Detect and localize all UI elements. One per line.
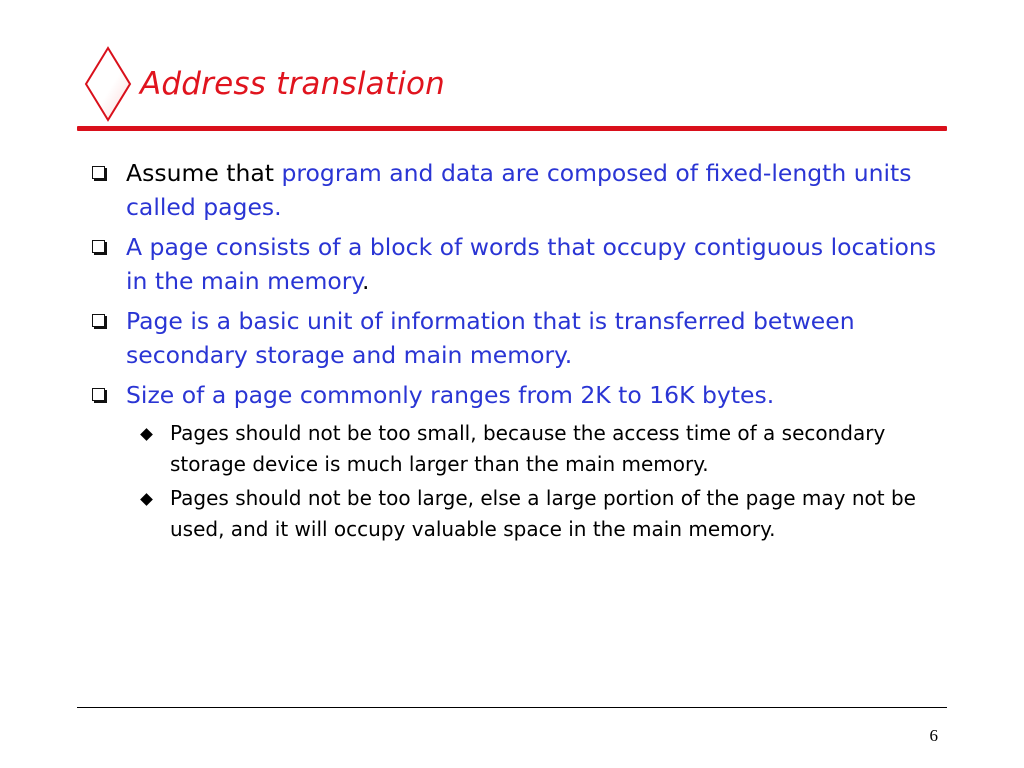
checkbox-bullet-icon — [92, 314, 105, 327]
checkbox-bullet-icon — [92, 388, 105, 401]
footer-divider — [77, 707, 947, 708]
sub-bullet-item — [128, 483, 948, 545]
bullet-item — [88, 230, 948, 298]
bullet-text: program and data are composed of fixed-length units called pages. — [126, 159, 912, 221]
title-divider — [77, 126, 947, 131]
bullet-lead-text: Assume that — [126, 159, 282, 187]
checkbox-bullet-icon — [92, 240, 105, 253]
bullet-trailing-period: . — [361, 267, 370, 295]
diamond-logo-icon — [84, 46, 132, 122]
slide-content — [88, 156, 948, 548]
bullet-item — [88, 378, 948, 412]
sub-bullet-text: Pages should not be too small, because the access time of a secondary storage device is much larger than the main memory. — [170, 421, 886, 476]
checkbox-bullet-icon — [92, 166, 105, 179]
bullet-text: A page consists of a block of words that occupy contiguous locations in the main memory — [126, 233, 937, 295]
sub-bullet-text: Pages should not be too large, else a large portion of the page may not be used, and it will occupy valuable space in the main memory. — [170, 486, 916, 541]
bullet-item — [88, 156, 948, 224]
bullet-text: Page is a basic unit of information that is transferred between secondary storage and main memory. — [126, 307, 855, 369]
bullet-text: Size of a page commonly ranges from 2K to 16K bytes. — [126, 381, 775, 409]
bullet-item — [88, 304, 948, 372]
diamond-bullet-icon — [140, 428, 153, 441]
diamond-bullet-icon — [140, 493, 153, 506]
slide-title: Address translation — [140, 66, 446, 102]
page-number: 6 — [929, 726, 938, 745]
sub-bullet-item — [128, 418, 948, 480]
